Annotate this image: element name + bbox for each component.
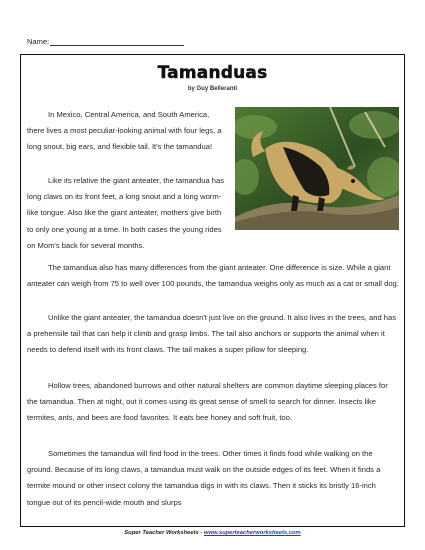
paragraph-6: Sometimes the tamandua will find food in the trees. Other times it finds food while walking on the ground. Because of its long claws, a tamandua must walk on the outside edges of its feet. When it finds a termite mound or other insect colony the tamandua digs in with its claws. Then it sticks its bristly 16-inch tongue out of its pencil-wide mouth and slurps (27, 449, 381, 507)
article-byline: by Guy Belleranti (187, 86, 238, 92)
paragraph-5: Hollow trees, abandoned burrows and other natural shelters are common daytime sleeping places for the tamandua. Then at night, out it comes using its great sense of smell to search for dinner. Insects like termites, ants, and bees are food favorites. It eats bee honey and soft fruit, too. (27, 381, 388, 423)
article-title: Tamanduas (157, 63, 268, 83)
paragraph-2: Like its relative the giant anteater, the tamandua has long claws on its front feet, a long snout and a long worm-like tongue. Also like the giant anteater, mothers give birth to only one young at a time. In both cases the young rides on Mom's back for several months. (27, 176, 225, 250)
name-field-line[interactable] (50, 45, 184, 46)
paragraph-4: Unlike the giant anteater, the tamandua doesn't just live on the ground. It also lives in the trees, and has a prehensile tail that can help it climb and grasp limbs. The tail also anchors or supports the animal when it needs to defend itself with its front claws. The tail makes a super pillow for sleeping. (27, 313, 397, 355)
tamandua-photo (235, 107, 399, 230)
paragraph-1: In Mexico, Central America, and South America, there lives a most peculiar-looking animal with four legs, a long snout, big ears, and flexible tail. It's the tamandua! (27, 110, 222, 152)
article-frame (20, 54, 405, 527)
footer-site-name: Super Teacher Worksheets (124, 530, 199, 536)
footer-separator: - (200, 530, 203, 536)
footer-url-link[interactable]: www.superteacherworksheets.com (203, 530, 301, 536)
paragraph-3: The tamandua also has many differences from the giant anteater. One difference is size. While a giant anteater can weigh from 75 to well over 100 pounds, the tamandua weighs only as much as a cat or small dog. (27, 263, 399, 289)
footer (0, 530, 425, 536)
name-field-label: Name: (27, 37, 50, 46)
